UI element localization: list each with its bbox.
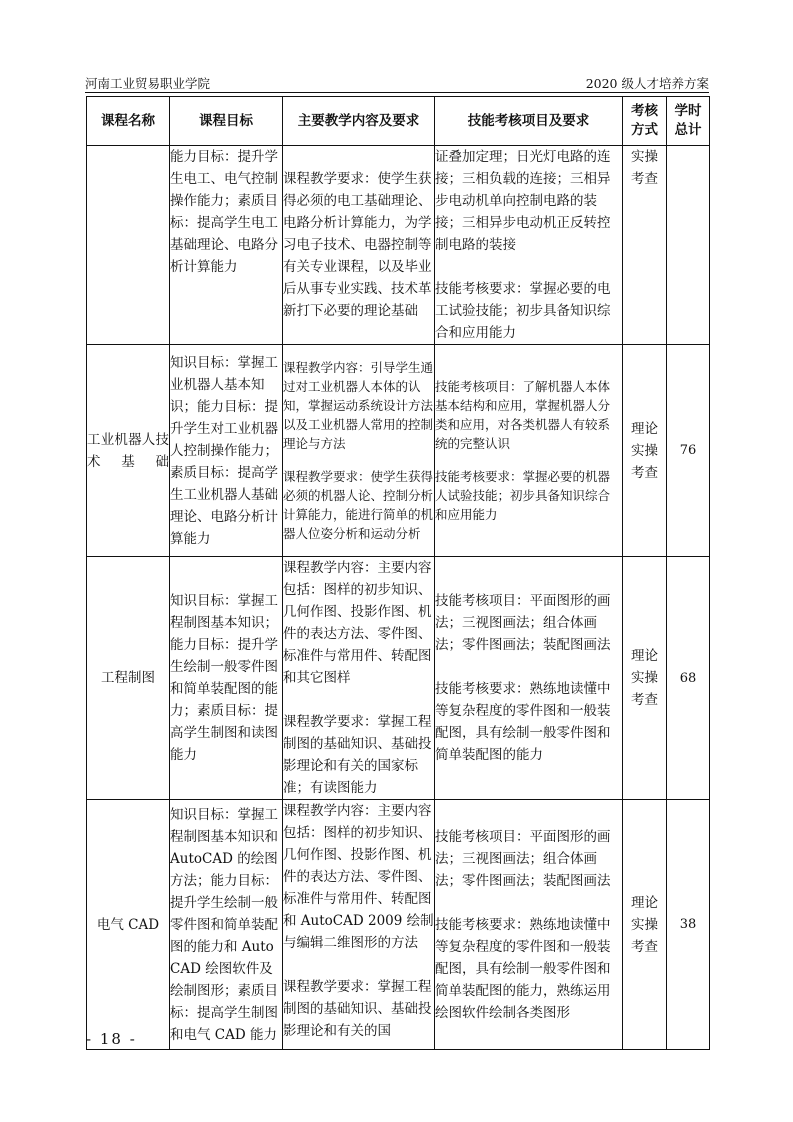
table-row bbox=[87, 345, 710, 557]
course-goal: 能力目标：提升学生电工、电气控制操作能力；素质目标：提高学生电工基础理论、电路分析计算能力 bbox=[170, 146, 283, 345]
header-course-name: 课程名称 bbox=[87, 97, 170, 146]
document-title: 2020 级人才培养方案 bbox=[585, 76, 709, 91]
course-content: 课程教学内容：主要内容包括：图样的初步知识、几何作图、投影作图、机件的表达方法、零件图、标准件与常用件、转配图和 AutoCAD 2009 绘制与编辑二维图形的方法 课程教学要求：掌握工程制图的基础知识、基础投影理论和有关的国 bbox=[283, 800, 435, 1050]
course-name bbox=[87, 146, 170, 345]
header-divider bbox=[85, 92, 709, 93]
course-goal: 知识目标：掌握工程制图基本知识；能力目标：提升学生绘制一般零件图和简单装配图的能力；素质目标：提高学生制图和读图能力 bbox=[170, 557, 283, 800]
page-number: - 18 - bbox=[86, 1030, 137, 1048]
header-hours: 学时总计 bbox=[667, 97, 710, 146]
assessment-method: 理论实操考查 bbox=[623, 557, 667, 800]
course-goal: 知识目标：掌握工业机器人基本知识；能力目标：提升学生对工业机器人控制操作能力；素质目标：提高学生工业机器人基础理论、电路分析计算能力 bbox=[170, 345, 283, 557]
header-method: 考核方式 bbox=[623, 97, 667, 146]
header-content: 主要教学内容及要求 bbox=[283, 97, 435, 146]
course-content: 课程教学内容：引导学生通过对工业机器人本体的认知，掌握运动系统设计方法以及工业机器人常用的控制理论与方法 课程教学要求：使学生获得必须的机器人论、控制分析计算能力，能进行简单的机器人位姿分析和运动分析 bbox=[283, 345, 435, 557]
course-name: 工程制图 bbox=[87, 557, 170, 800]
total-hours bbox=[667, 146, 710, 345]
course-skills: 证叠加定理；日光灯电路的连接；三相负载的连接；三相异步电动机单向控制电路的装接；三相异步电动机正反转控制电路的装接 技能考核要求：掌握必要的电工试验技能；初步具备知识综合和应用能力 bbox=[435, 146, 623, 345]
course-content: 课程教学内容：主要内容包括：图样的初步知识、几何作图、投影作图、机件的表达方法、零件图、标准件与常用件、转配图和其它图样 课程教学要求：掌握工程制图的基础知识、基础投影理论和有关的国家标准；有读图能力 bbox=[283, 557, 435, 800]
header-skills: 技能考核项目及要求 bbox=[435, 97, 623, 146]
course-table bbox=[86, 96, 710, 1050]
header-course-goal: 课程目标 bbox=[170, 97, 283, 146]
assessment-method: 理论实操考查 bbox=[623, 800, 667, 1050]
assessment-method: 理论实操考查 bbox=[623, 345, 667, 557]
course-name: 电气 CAD bbox=[87, 800, 170, 1050]
page-header bbox=[85, 74, 709, 92]
course-skills: 技能考核项目：平面图形的画法；三视图画法；组合体画法；零件图画法；装配图画法 技能考核要求：熟练地读懂中等复杂程度的零件图和一般装配图，具有绘制一般零件图和简单装配图的能力 bbox=[435, 557, 623, 800]
course-goal: 知识目标：掌握工程制图基本知识和 AutoCAD 的绘图方法；能力目标：提升学生绘制一般零件图和简单装配图的能力和 AutoCAD 绘图软件及绘制图形；素质目标：提高学生制图和电气 CAD 能力 bbox=[170, 800, 283, 1050]
course-content: 课程教学要求：使学生获得必须的电工基础理论、电路分析计算能力，为学习电子技术、电器控制等有关专业课程，以及毕业后从事专业实践、技术革新打下必要的理论基础 bbox=[283, 146, 435, 345]
school-name: 河南工业贸易职业学院 bbox=[85, 76, 211, 91]
course-skills: 技能考核项目：平面图形的画法；三视图画法；组合体画法；零件图画法；装配图画法 技能考核要求：熟练地读懂中等复杂程度的零件图和一般装配图，具有绘制一般零件图和简单装配图的能力，熟练运用绘图软件绘制各类图形 bbox=[435, 800, 623, 1050]
table-row bbox=[87, 800, 710, 1050]
course-name: 工业机器人技术基础 bbox=[87, 345, 170, 557]
total-hours: 76 bbox=[667, 345, 710, 557]
assessment-method: 实操考查 bbox=[623, 146, 667, 345]
table-header-row bbox=[87, 97, 710, 146]
course-skills: 技能考核项目：了解机器人本体基本结构和应用，掌握机器人分类和应用，对各类机器人有较系统的完整认识 技能考核要求：掌握必要的机器人试验技能；初步具备知识综合和应用能力 bbox=[435, 345, 623, 557]
table-row bbox=[87, 557, 710, 800]
total-hours: 68 bbox=[667, 557, 710, 800]
table-row bbox=[87, 146, 710, 345]
total-hours: 38 bbox=[667, 800, 710, 1050]
